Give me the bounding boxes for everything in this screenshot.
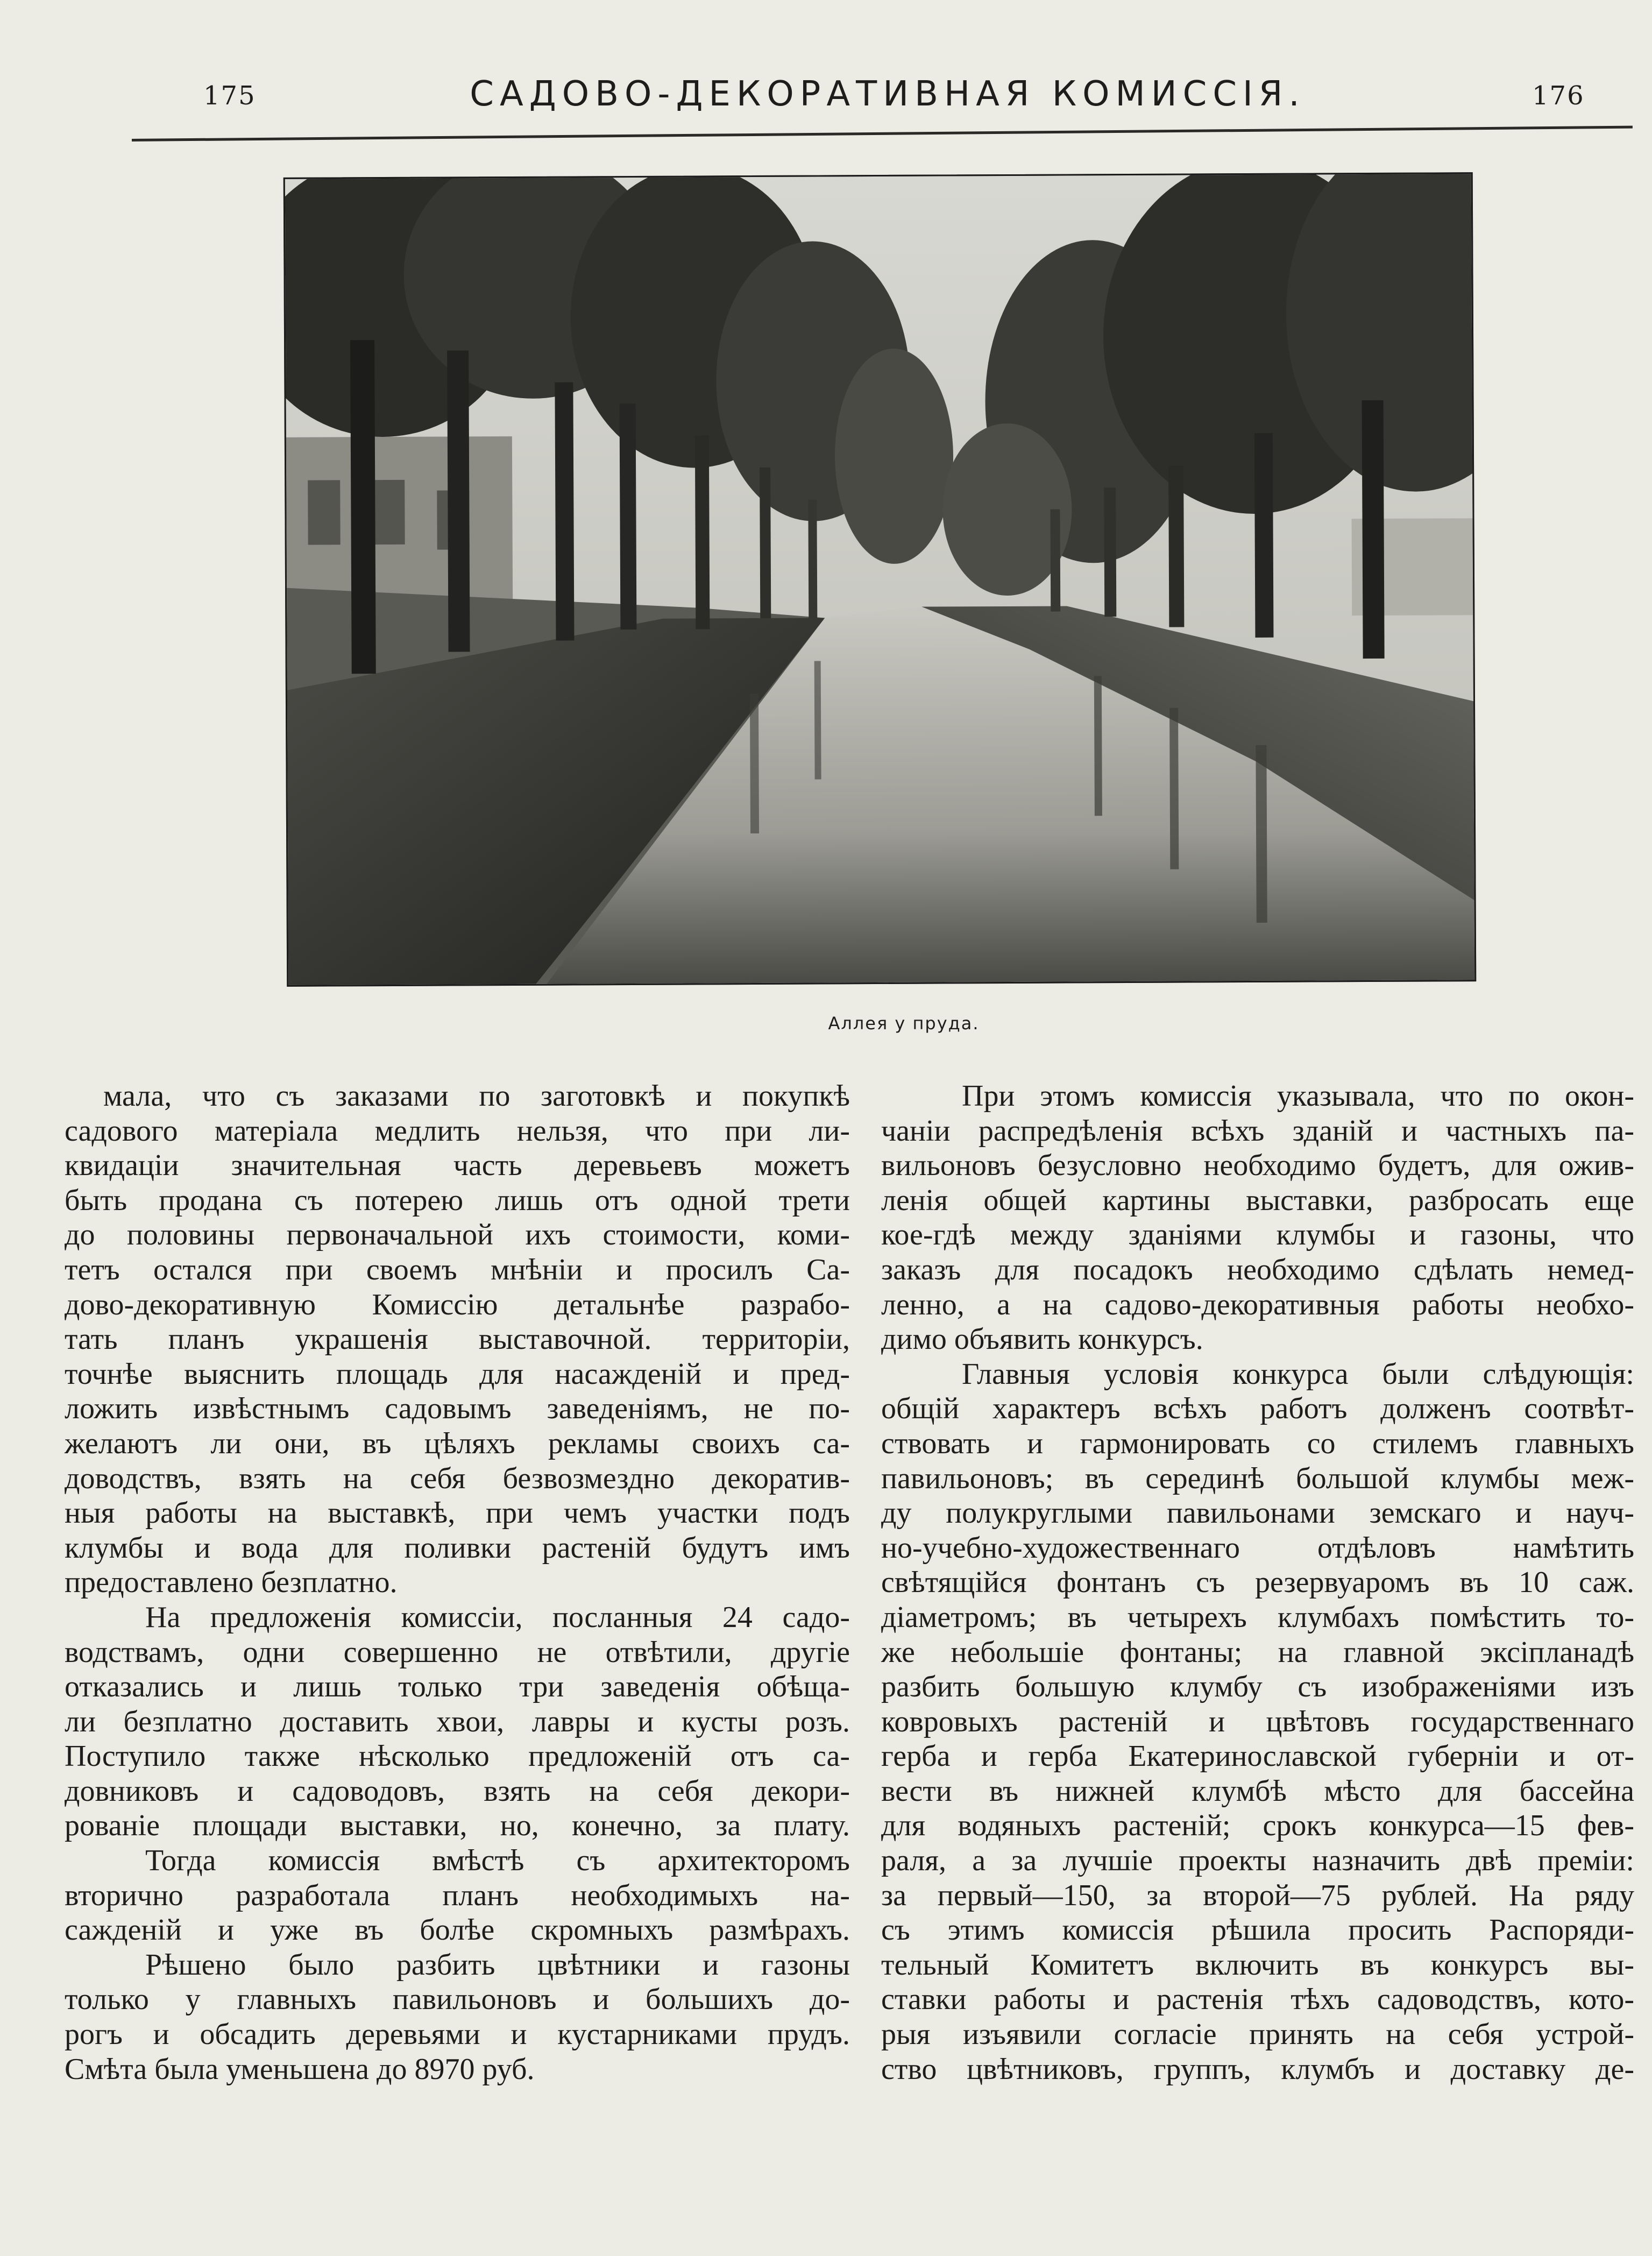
text-column-left [65, 1079, 850, 2087]
text-line: дово-декоративную Комиссію детальнѣе разрабо- [65, 1288, 850, 1321]
text-line: ду полукруглыми павильонами земскаго и науч- [881, 1496, 1634, 1530]
text-line: ковровыхъ растеній и цвѣтовъ государственнаго [881, 1705, 1634, 1738]
text-line: тетъ остался при своемъ мнѣніи и просилъ Са- [65, 1253, 850, 1286]
text-line: кое-гдѣ между зданіями клумбы и газоны, что [881, 1218, 1634, 1252]
text-line: Поступило также нѣсколько предложеній отъ са- [65, 1739, 850, 1773]
photograph-image [285, 174, 1475, 985]
text-line: но-учебно-художественнаго отдѣловъ намѣтить [881, 1531, 1634, 1565]
header-rule [132, 126, 1633, 142]
text-line: только у главныхъ павильоновъ и большихъ до- [65, 1983, 850, 2017]
text-line: за первый—150, за второй—75 рублей. На ряду [881, 1878, 1634, 1912]
text-line: ли безплатно доставить хвои, лавры и кусты розъ. [65, 1705, 850, 1738]
page-number-right: 176 [1532, 81, 1585, 111]
text-line: вторично разработала планъ необходимыхъ на- [65, 1878, 850, 1912]
text-line: свѣтящійся фонтанъ съ резервуаромъ въ 10 саж. [881, 1566, 1634, 1600]
text-line: квидаціи значительная часть деревьевъ можетъ [65, 1149, 850, 1183]
text-line: точнѣе выяснить площадь для насажденій и пред- [65, 1357, 850, 1391]
text-line: ство цвѣтниковъ, группъ, клумбъ и доставку де- [881, 2052, 1634, 2086]
text-line: раля, а за лучшіе проекты назначить двѣ преміи: [881, 1844, 1634, 1878]
text-line: Тогда комиссія вмѣстѣ съ архитекторомъ [145, 1844, 850, 1878]
text-line: павильоновъ; въ серединѣ большой клумбы меж- [881, 1461, 1634, 1495]
text-line: заказъ для посадокъ необходимо сдѣлать немед- [881, 1253, 1634, 1286]
text-line: мала, что съ заказами по заготовкѣ и покупкѣ [103, 1079, 850, 1113]
text-line: димо объявить конкурсъ. [881, 1323, 1203, 1356]
page-number-left: 175 [203, 81, 256, 111]
text-line: для водяныхъ растеній; срокъ конкурса—15 фев- [881, 1809, 1634, 1843]
text-line: отказались и лишь только три заведенія обѣща- [65, 1670, 850, 1704]
text-line: доводствъ, взять на себя безвозмездно декоратив- [65, 1461, 850, 1495]
text-line: ставки работы и растенія тѣхъ садоводствъ, кото- [881, 1983, 1634, 2017]
text-line: желаютъ ли они, въ цѣляхъ рекламы своихъ са- [65, 1426, 850, 1460]
text-line: Главныя условія конкурса были слѣдующія: [962, 1357, 1634, 1391]
text-line: діаметромъ; въ четырехъ клумбахъ помѣстить то- [881, 1600, 1634, 1634]
text-column-right [881, 1079, 1634, 2087]
text-line: довниковъ и садоводовъ, взять на себя декори- [65, 1774, 850, 1808]
text-line: чаніи распредѣленія всѣхъ зданій и частныхъ па- [881, 1114, 1634, 1148]
text-line: Смѣта была уменьшена до 8970 руб. [65, 2052, 535, 2086]
text-line: разбить большую клумбу съ изображеніями изъ [881, 1670, 1634, 1704]
photograph-pond-alley [283, 172, 1477, 987]
text-line: общій характеръ всѣхъ работъ долженъ соотвѣт- [881, 1392, 1634, 1426]
running-title: САДОВО-ДЕКОРАТИВНАЯ КОМИССІЯ. [470, 74, 1306, 114]
text-line: рыя изъявили согласіе принять на себя устрой- [881, 2018, 1634, 2052]
text-line: вести въ нижней клумбѣ мѣсто для бассейна [881, 1774, 1634, 1808]
figure-caption: Аллея у пруда. [828, 1013, 980, 1034]
text-line: Рѣшено было разбить цвѣтники и газоны [145, 1948, 850, 1982]
text-line: съ этимъ комиссія рѣшила просить Распоряди- [881, 1913, 1634, 1947]
text-line: тельный Комитетъ включить въ конкурсъ вы- [881, 1948, 1634, 1982]
text-line: водствамъ, одни совершенно не отвѣтили, другіе [65, 1635, 850, 1669]
text-line: сажденій и уже въ болѣе скромныхъ размѣрахъ. [65, 1913, 850, 1947]
text-line: При этомъ комиссія указывала, что по окон- [962, 1079, 1634, 1113]
text-line: садового матеріала медлить нельзя, что при ли- [65, 1114, 850, 1148]
text-line: тать планъ украшенія выставочной. территоріи, [65, 1323, 850, 1356]
text-line: клумбы и вода для поливки растеній будутъ имъ [65, 1531, 850, 1565]
text-line: рованіе площади выставки, но, конечно, за плату. [65, 1809, 850, 1843]
text-line: На предложенія комиссіи, посланныя 24 садо- [145, 1600, 850, 1634]
text-line: ствовать и гармонировать со стилемъ главныхъ [881, 1426, 1634, 1460]
text-line: ложить извѣстнымъ садовымъ заведеніямъ, не по- [65, 1392, 850, 1426]
text-line: же небольшіе фонтаны; на главной эксіпланадѣ [881, 1635, 1634, 1669]
text-line: ныя работы на выставкѣ, при чемъ участки подъ [65, 1496, 850, 1530]
text-line: герба и герба Екатеринославской губерніи и от- [881, 1739, 1634, 1773]
text-line: рогъ и обсадить деревьями и кустарниками прудъ. [65, 2018, 850, 2052]
text-line: ленно, а на садово-декоративныя работы необхо- [881, 1288, 1634, 1321]
text-line: быть продана съ потерею лишь отъ одной трети [65, 1183, 850, 1217]
text-line: вильоновъ безусловно необходимо будетъ, для ожив- [881, 1149, 1634, 1183]
text-line: ленія общей картины выставки, разбросать еще [881, 1183, 1634, 1217]
text-line: предоставлено безплатно. [65, 1566, 398, 1600]
text-line: до половины первоначальной ихъ стоимости, коми- [65, 1218, 850, 1252]
